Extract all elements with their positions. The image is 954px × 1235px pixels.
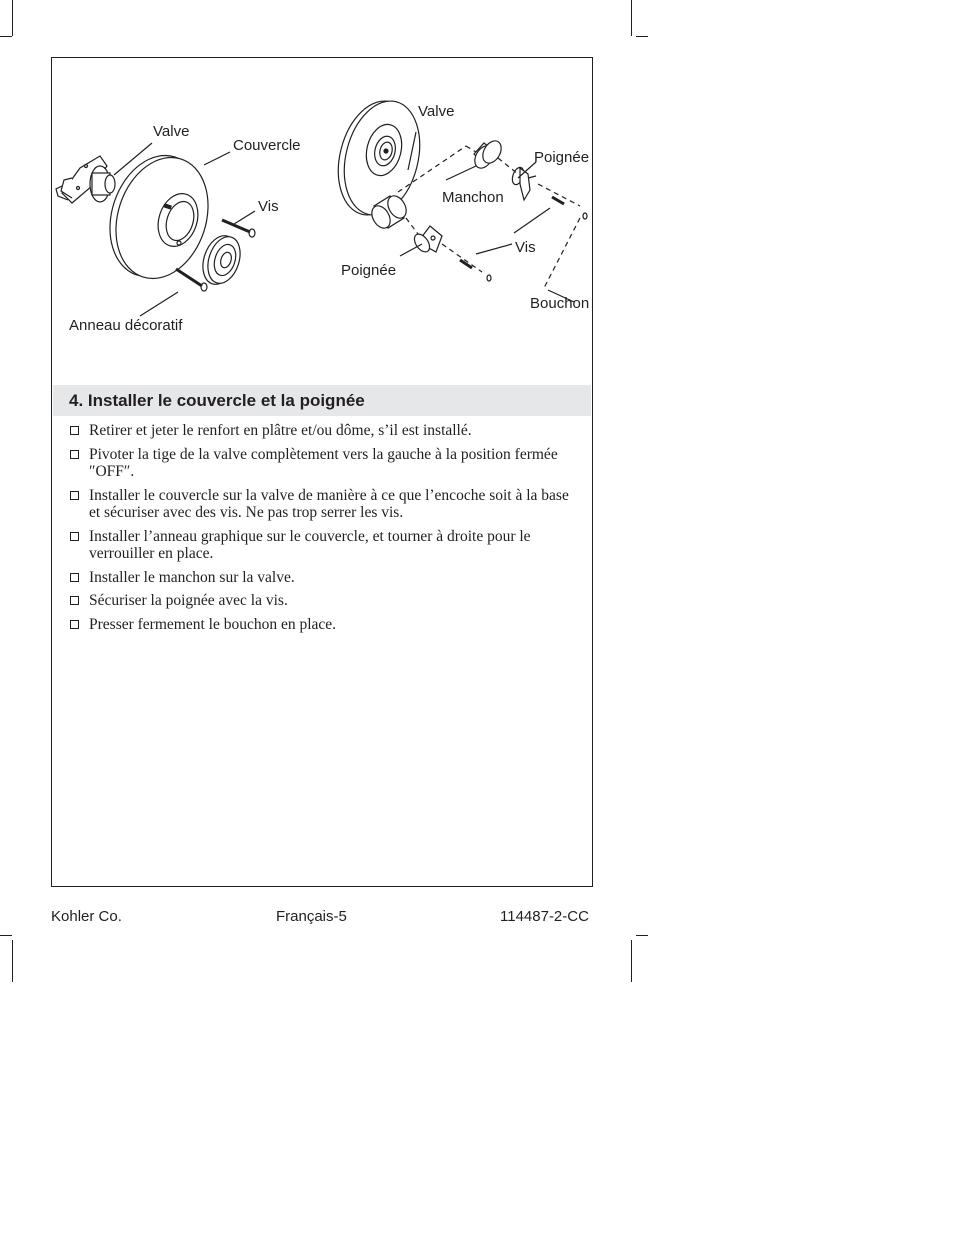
- crop-mark: [631, 940, 632, 982]
- crop-mark: [12, 0, 13, 36]
- checkbox-icon: [70, 426, 79, 435]
- section-title: 4. Installer le couvercle et la poignée: [69, 391, 365, 410]
- valve-body-left: [56, 156, 115, 203]
- label-couvercle: Couvercle: [233, 137, 301, 154]
- label-poignee-top: Poignée: [534, 149, 590, 166]
- instruction-item: Retirer et jeter le renfort en plâtre et/ou dôme, s’il est installé.: [69, 422, 569, 440]
- crop-mark: [631, 0, 632, 36]
- instruction-item: Installer le manchon sur la valve.: [69, 569, 569, 587]
- crop-mark: [636, 36, 648, 37]
- label-vis-left: Vis: [258, 198, 279, 215]
- checkbox-icon: [70, 620, 79, 629]
- checkbox-icon: [70, 573, 79, 582]
- crop-mark: [636, 935, 648, 936]
- label-valve-right: Valve: [418, 103, 455, 120]
- section-header: [53, 385, 591, 416]
- checkbox-icon: [70, 491, 79, 500]
- checkbox-icon: [70, 450, 79, 459]
- instruction-list: [69, 422, 569, 639]
- screw-left-top: [222, 220, 255, 237]
- label-poignee-bottom: Poignée: [341, 262, 397, 279]
- checkbox-icon: [70, 596, 79, 605]
- crop-mark: [0, 935, 12, 936]
- footer-page-number: Français-5: [276, 908, 347, 925]
- content-frame: [51, 57, 593, 887]
- instruction-item: Installer le couvercle sur la valve de manière à ce que l’encoche soit à la base et sécuriser avec des vis. Ne pas trop serrer les vis.: [69, 487, 569, 522]
- handle-bottom: [411, 226, 442, 255]
- instruction-item: Presser fermement le bouchon en place.: [69, 616, 569, 634]
- label-valve-left: Valve: [153, 123, 190, 140]
- label-bouchon: Bouchon: [530, 295, 590, 312]
- instruction-item: Pivoter la tige de la valve complètement vers la gauche à la position fermée ″OFF″.: [69, 446, 569, 481]
- instruction-item: Sécuriser la poignée avec la vis.: [69, 592, 569, 610]
- checkbox-icon: [70, 532, 79, 541]
- trim-ring: [197, 231, 246, 288]
- footer-company: Kohler Co.: [51, 908, 122, 925]
- installation-diagram: [52, 58, 592, 358]
- instruction-item: Installer l’anneau graphique sur le couvercle, et tourner à droite pour le verrouiller en place.: [69, 528, 569, 563]
- footer-document-id: 114487-2-CC: [500, 908, 589, 925]
- label-anneau-decoratif: Anneau décoratif: [69, 317, 183, 334]
- crop-mark: [0, 36, 12, 37]
- label-manchon: Manchon: [442, 189, 504, 206]
- screw-left-bottom: [176, 269, 207, 291]
- crop-mark: [12, 940, 13, 982]
- label-vis-right: Vis: [515, 239, 536, 256]
